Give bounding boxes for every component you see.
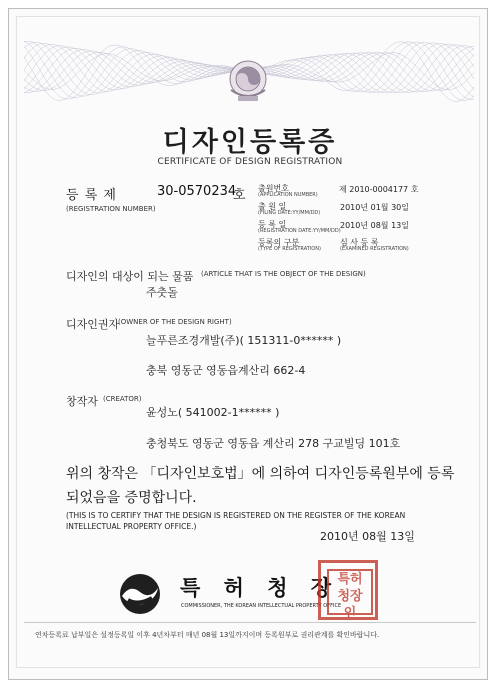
application-number-value: 제 2010-0004177 호 — [339, 185, 419, 194]
owner-address: 충북 영동군 영동읍계산리 662-4 — [146, 364, 306, 377]
registration-date-label: 등 록 일 — [258, 220, 287, 229]
article-label: 디자인의 대상이 되는 물품 — [66, 270, 194, 283]
registration-number-label: 등 록 제 — [66, 188, 117, 203]
filing-date-label-en: (FILING DATE:YY/MM/DD) — [258, 210, 321, 216]
creator-address: 충청북도 영동군 영동읍 계산리 278 구교빌딩 101호 — [146, 437, 401, 450]
certificate-subtitle: CERTIFICATE OF DESIGN REGISTRATION — [157, 157, 343, 167]
issue-date: 2010년 08월 13일 — [320, 530, 415, 543]
issuer-name-kr: 특 허 청 장 — [180, 576, 340, 600]
registration-type-label-en: (TYPE OF REGISTRATION) — [258, 246, 321, 252]
creator-label-en: (CREATOR) — [103, 395, 142, 403]
statement-english-line-2: INTELLECTUAL PROPERTY OFFICE.) — [66, 522, 197, 531]
registration-type-label: 등록의 구분 — [258, 238, 300, 247]
article-value: 주춧돌 — [146, 286, 178, 299]
registration-number-suffix: 호 — [233, 188, 246, 203]
footnote-divider — [24, 622, 476, 623]
registration-type-value: 심 사 등 록 — [340, 238, 379, 247]
registration-date-value: 2010년 08월 13일 — [340, 221, 409, 230]
creator-name: 윤성노( 541002-1****** ) — [146, 406, 280, 419]
kipo-logo-icon — [118, 572, 162, 616]
filing-date-value: 2010년 01월 30일 — [340, 203, 409, 212]
statement-line-2: 되었음을 증명합니다. — [66, 490, 197, 506]
application-number-label: 출원번호 — [258, 184, 289, 193]
registration-number-value: 30-0570234 — [157, 184, 237, 199]
official-seal-text: 특허청장인 — [337, 572, 363, 621]
registration-date-label-en: (REGISTRATION DATE:YY/MM/DD) — [258, 228, 341, 234]
owner-label-en: (OWNER OF THE DESIGN RIGHT) — [118, 318, 232, 326]
statement-line-1: 위의 창작은 「디자인보호법」에 의하여 디자인등록원부에 등록 — [66, 466, 455, 482]
creator-label: 창작자 — [66, 395, 98, 408]
owner-name: 늘푸른조경개발(주)( 151311-0****** ) — [146, 334, 342, 347]
official-seal-stamp — [318, 560, 378, 620]
issuer-name-en: COMMISSIONER, THE KOREAN INTELLECTUAL PROPERTY OFFICE — [181, 603, 342, 609]
application-number-label-en: (APPLICATION NUMBER) — [258, 192, 318, 198]
national-emblem-icon — [223, 56, 273, 106]
registration-number-label-en: (REGISTRATION NUMBER) — [66, 205, 156, 213]
footnote-text: 연차등록료 납부일은 설정등록일 이후 4년차부터 매년 08월 13일까지이며 등록원부로 권리관계를 확인바랍니다. — [35, 631, 380, 639]
statement-english-line-1: (THIS IS TO CERTIFY THAT THE DESIGN IS REGISTERED ON THE REGISTER OF THE KOREAN — [66, 511, 406, 520]
filing-date-label: 출 원 일 — [258, 202, 287, 211]
certificate-title: 디자인등록증 — [162, 127, 338, 158]
owner-label: 디자인권자 — [66, 318, 120, 331]
article-label-en: (ARTICLE THAT IS THE OBJECT OF THE DESIGN) — [201, 270, 366, 278]
registration-type-value-en: (EXAMINED REGISTRATION) — [340, 246, 409, 252]
